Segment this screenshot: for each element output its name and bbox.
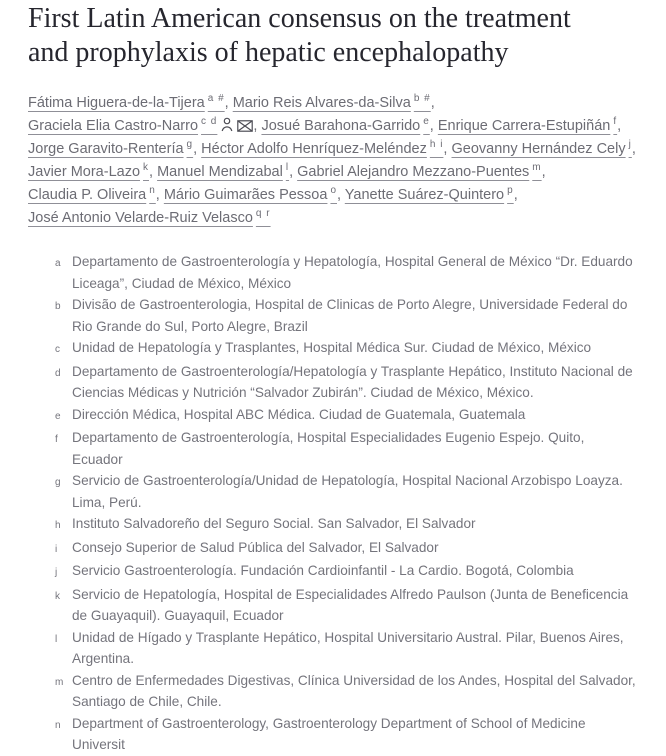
person-icon[interactable] [221, 117, 233, 132]
author-entry [28, 141, 201, 157]
author-superscript: n [149, 185, 156, 197]
author-superscript: b # [413, 93, 431, 105]
author-link[interactable] [28, 141, 193, 157]
affiliation-label: h [55, 520, 61, 531]
author-entry [28, 95, 233, 111]
author-separator: , [289, 164, 298, 180]
author-superscript: o [330, 185, 337, 197]
author-superscript: j [628, 139, 632, 151]
affiliation-item [55, 251, 638, 294]
author-name: Graciela Elia Castro-Narro [28, 118, 199, 134]
affiliation-item [55, 404, 638, 428]
affiliation-label: n [55, 719, 61, 731]
affiliation-item [55, 427, 638, 470]
affiliation-text: Departamento de Gastroenterología y Hepatología, Hospital General de México “Dr. Eduardo Liceaga”, Ciudad de México, México [72, 254, 633, 291]
affiliation-text: Department of Gastroenterology, Gastroenterology Department of School of Medicine Universit [72, 715, 586, 752]
author-name: José Antonio Velarde-Ruiz Velasco [28, 210, 253, 226]
author-name: Enrique Carrera-Estupiñán [437, 118, 611, 134]
author-separator: , [149, 164, 158, 180]
author-entry [438, 118, 621, 134]
affiliation-item [55, 294, 638, 337]
author-separator: , [155, 187, 164, 203]
author-superscript: h i [429, 139, 444, 151]
affiliation-item [55, 513, 638, 537]
author-separator: , [541, 164, 546, 180]
affiliation-item [55, 670, 638, 713]
affiliation-item [55, 560, 638, 584]
affiliation-label: m [55, 676, 64, 688]
author-link[interactable] [28, 95, 225, 111]
affiliation-label: f [55, 434, 58, 445]
author-entry [297, 164, 546, 180]
author-link[interactable] [438, 118, 617, 134]
author-link[interactable] [345, 187, 514, 203]
affiliation-text: Unidad de Hepatología y Trasplantes, Hospital Médica Sur. Ciudad de México, México [72, 340, 592, 355]
author-superscript: k [143, 162, 150, 174]
affiliation-text: Servicio de Hepatología, Hospital de Especialidades Alfredo Paulson (Junta de Beneficencia de Guayaquil). Guayaquil, Ecuador [72, 586, 629, 623]
author-separator: , [337, 187, 345, 203]
affiliation-text: Servicio de Gastroenterología/Unidad de Hepatología, Hospital Nacional Arzobispo Loayza. Lima, Perú. [72, 473, 623, 510]
affiliation-text: Unidad de Hígado y Trasplante Hepático, Hospital Universitario Austral. Pilar, Buenos Aires, Argentina. [72, 629, 624, 666]
author-name: Claudia P. Oliveira [28, 187, 147, 203]
affiliation-item [55, 337, 638, 361]
author-separator: , [631, 141, 636, 157]
author-name: Mário Guimarães Pessoa [163, 187, 328, 203]
affiliation-label: g [55, 477, 61, 488]
affiliation-item [55, 713, 638, 756]
author-separator: , [429, 118, 438, 134]
affiliation-item [55, 584, 638, 627]
author-name: Mario Reis Alvares-da-Silva [232, 95, 411, 111]
author-entry [164, 187, 345, 203]
page-title: First Latin American consensus on the treatment and prophylaxis of hepatic encephalopathy [28, 3, 571, 68]
author-separator: , [430, 95, 435, 111]
author-link[interactable] [451, 141, 631, 157]
affiliation-item [55, 537, 638, 561]
affiliation-text: Departamento de Gastroenterología, Hospital Especialidades Eugenio Espejo. Quito, Ecuador [72, 430, 585, 467]
affiliation-item [55, 361, 638, 404]
author-link[interactable] [297, 164, 541, 180]
affiliation-label: a [55, 258, 61, 269]
affiliation-label: b [55, 301, 61, 312]
author-superscript: c d [201, 116, 218, 128]
author-icons [217, 118, 253, 134]
author-link[interactable] [28, 118, 253, 134]
author-list [28, 92, 638, 230]
author-superscript: m [532, 162, 542, 174]
author-entry [28, 164, 157, 180]
author-separator: , [443, 141, 452, 157]
author-name: Yanette Suárez-Quintero [344, 187, 505, 203]
author-separator: , [513, 187, 518, 203]
author-name: Gabriel Alejandro Mezzano-Puentes [297, 164, 530, 180]
author-entry [28, 187, 164, 203]
author-link[interactable] [261, 118, 429, 134]
author-entry [451, 141, 635, 157]
author-link[interactable] [28, 187, 156, 203]
affiliation-label: e [55, 410, 61, 422]
author-separator: , [224, 95, 233, 111]
affiliation-text: Divisão de Gastroenterologia, Hospital de Clinicas de Porto Alegre, Universidade Federal do Rio Grande do Sul, Porto Alegre, Brazil [72, 297, 628, 334]
affiliation-label: c [55, 344, 60, 355]
author-name: Josué Barahona-Garrido [261, 118, 421, 134]
affiliation-text: Servicio Gastroenterología. Fundación Cardioinfantil - La Cardio. Bogotá, Colombia [72, 563, 574, 578]
affiliation-item [55, 627, 638, 670]
author-name: Fátima Higuera-de-la-Tijera [28, 95, 205, 111]
author-entry [28, 210, 271, 226]
author-superscript: a # [207, 93, 225, 105]
author-superscript: f [613, 116, 618, 128]
author-superscript: p [507, 185, 514, 197]
author-separator: , [253, 118, 262, 134]
author-name: Geovanny Hernández Cely [451, 141, 626, 157]
author-name: Jorge Garavito-Rentería [28, 141, 184, 157]
affiliation-text: Consejo Superior de Salud Pública del Salvador, El Salvador [72, 539, 439, 555]
author-link[interactable] [28, 164, 149, 180]
affiliation-label: k [55, 590, 60, 602]
author-entry [261, 118, 437, 134]
author-link[interactable] [164, 187, 337, 203]
author-link[interactable] [201, 141, 443, 157]
author-name: Héctor Adolfo Henríquez-Meléndez [201, 141, 427, 157]
author-separator: , [193, 141, 202, 157]
affiliation-label: d [55, 367, 61, 379]
author-superscript: l [285, 162, 290, 174]
affiliation-label: i [55, 543, 58, 555]
author-separator: , [617, 118, 622, 134]
author-superscript: q r [255, 208, 271, 220]
author-name: Javier Mora-Lazo [28, 164, 141, 180]
author-link[interactable] [28, 210, 271, 226]
envelope-icon[interactable] [237, 120, 253, 132]
author-superscript: g [186, 139, 194, 151]
author-entry [345, 187, 518, 203]
author-entry [28, 118, 261, 134]
affiliation-text: Centro de Enfermedades Digestivas, Clínica Universidad de los Andes, Hospital del Salvador, Santiago de Chile, Chile. [72, 672, 636, 709]
affiliation-item [55, 470, 638, 513]
affiliation-text: Instituto Salvadoreño del Seguro Social. San Salvador, El Salvador [72, 516, 476, 531]
affiliation-text: Departamento de Gastroenterología/Hepatología y Trasplante Hepático, Instituto Nacional de Ciencias Médicas y Nutrición “Salvador Zubirán”. Ciudad de México, México. [72, 363, 633, 400]
author-link[interactable] [233, 95, 431, 111]
author-entry [157, 164, 297, 180]
affiliation-text: Dirección Médica, Hospital ABC Médica. Ciudad de Guatemala, Guatemala [72, 406, 526, 422]
affiliation-label: l [55, 633, 58, 645]
author-entry [201, 141, 451, 157]
affiliation-label: j [55, 567, 58, 578]
author-entry [233, 95, 435, 111]
author-link[interactable] [157, 164, 289, 180]
affiliation-list [28, 251, 638, 756]
author-superscript: e [423, 116, 430, 128]
author-name: Manuel Mendizabal [157, 164, 283, 180]
